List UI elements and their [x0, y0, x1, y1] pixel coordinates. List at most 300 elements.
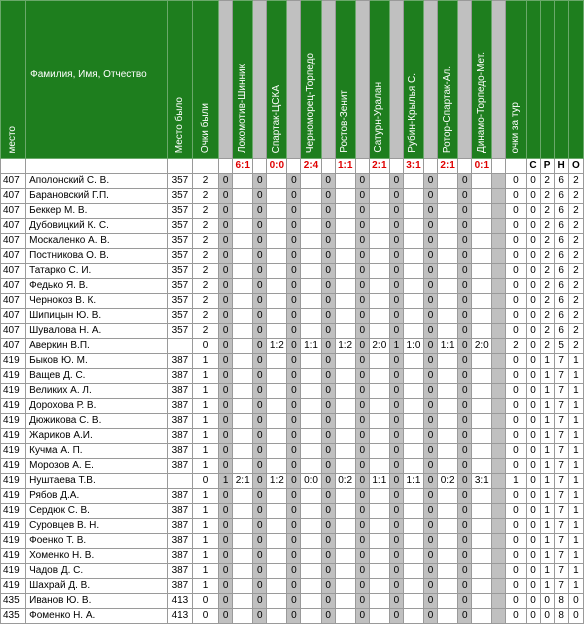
stat-n-cell: 6: [554, 174, 568, 189]
stat-header-o: О: [568, 159, 583, 174]
stat-r-cell: 1: [540, 519, 554, 534]
prediction-cell: [438, 444, 458, 459]
match-points-cell: 0: [287, 174, 301, 189]
prev-place-cell: 387: [167, 549, 192, 564]
table-row: [1, 174, 584, 189]
prediction-cell: [335, 309, 355, 324]
match-points-cell: 0: [424, 429, 438, 444]
header-gray-col: [389, 1, 403, 159]
match-points-cell: 0: [287, 339, 301, 354]
prediction-cell: [335, 534, 355, 549]
name-cell: Москаленко А. В.: [26, 234, 168, 249]
stat-n-cell: 7: [554, 399, 568, 414]
prediction-cell: [335, 249, 355, 264]
place-cell: 419: [1, 444, 26, 459]
match-points-cell: 0: [287, 324, 301, 339]
match-points-cell: 0: [458, 189, 472, 204]
match-points-cell: 0: [321, 459, 335, 474]
stat-n-cell: 7: [554, 579, 568, 594]
prediction-cell: [438, 309, 458, 324]
prediction-cell: [267, 414, 287, 429]
match-points-cell: 0: [287, 294, 301, 309]
prediction-cell: [233, 189, 253, 204]
stat-r-cell: 0: [540, 609, 554, 624]
prediction-cell: [369, 564, 389, 579]
prediction-cell: 3:1: [472, 474, 492, 489]
name-cell: Дюжикова С. В.: [26, 414, 168, 429]
stat-n-cell: 7: [554, 564, 568, 579]
table-row: [1, 219, 584, 234]
stat-n-cell: 7: [554, 519, 568, 534]
prediction-cell: [301, 534, 321, 549]
match-points-cell: 0: [458, 174, 472, 189]
prediction-cell: [335, 609, 355, 624]
prev-place-cell: 357: [167, 249, 192, 264]
place-cell: 419: [1, 489, 26, 504]
prediction-cell: [335, 294, 355, 309]
stat-c-cell: 0: [526, 249, 540, 264]
stat-o-cell: 2: [568, 294, 583, 309]
match-points-cell: 0: [424, 234, 438, 249]
table-row: [1, 339, 584, 354]
table-row: [1, 594, 584, 609]
gray-cell: [492, 294, 506, 309]
stat-c-cell: 0: [526, 234, 540, 249]
prediction-cell: [403, 459, 423, 474]
results-empty: [424, 159, 438, 174]
match-points-cell: 0: [219, 294, 233, 309]
round-points-cell: 0: [506, 429, 526, 444]
match-points-cell: 0: [253, 594, 267, 609]
stat-c-cell: 0: [526, 504, 540, 519]
stat-r-cell: 1: [540, 579, 554, 594]
match-points-cell: 0: [321, 324, 335, 339]
header-match-label: Черноморец-Торпедо: [305, 52, 317, 153]
prev-points-cell: 2: [192, 279, 218, 294]
match-points-cell: 0: [321, 534, 335, 549]
prev-points-cell: 1: [192, 519, 218, 534]
prediction-cell: [233, 564, 253, 579]
prev-points-cell: 1: [192, 534, 218, 549]
prev-points-cell: 1: [192, 579, 218, 594]
prediction-cell: [301, 369, 321, 384]
match-points-cell: 0: [389, 324, 403, 339]
match-points-cell: 0: [253, 459, 267, 474]
prediction-cell: 2:0: [369, 339, 389, 354]
prediction-cell: [403, 279, 423, 294]
prediction-cell: [438, 549, 458, 564]
match-points-cell: 0: [424, 534, 438, 549]
prediction-cell: [438, 219, 458, 234]
name-cell: Чадов Д. С.: [26, 564, 168, 579]
place-cell: 419: [1, 369, 26, 384]
match-points-cell: 0: [321, 384, 335, 399]
stat-c-cell: 0: [526, 354, 540, 369]
prediction-cell: [472, 399, 492, 414]
match-points-cell: 0: [389, 384, 403, 399]
stat-o-cell: 2: [568, 324, 583, 339]
stat-c-cell: 0: [526, 519, 540, 534]
match-points-cell: 0: [424, 324, 438, 339]
prediction-cell: [472, 444, 492, 459]
match-points-cell: 0: [253, 369, 267, 384]
stat-n-cell: 7: [554, 384, 568, 399]
stat-c-cell: 0: [526, 534, 540, 549]
prediction-cell: [438, 534, 458, 549]
prediction-cell: [233, 174, 253, 189]
stat-o-cell: 1: [568, 519, 583, 534]
prediction-cell: [438, 594, 458, 609]
prediction-cell: [301, 519, 321, 534]
match-points-cell: 0: [424, 414, 438, 429]
prediction-cell: [438, 249, 458, 264]
match-points-cell: 0: [355, 429, 369, 444]
match-points-cell: 0: [253, 474, 267, 489]
match-points-cell: 0: [219, 234, 233, 249]
match-points-cell: 0: [389, 414, 403, 429]
prediction-cell: [472, 294, 492, 309]
stat-o-cell: 1: [568, 579, 583, 594]
prediction-cell: [335, 564, 355, 579]
name-cell: Нуштаева Т.В.: [26, 474, 168, 489]
prediction-cell: [369, 204, 389, 219]
stat-o-cell: 1: [568, 444, 583, 459]
prediction-cell: [369, 294, 389, 309]
prediction-cell: [472, 354, 492, 369]
prediction-cell: [301, 594, 321, 609]
prev-points-cell: 1: [192, 414, 218, 429]
stat-c-cell: 0: [526, 594, 540, 609]
match-points-cell: 0: [321, 609, 335, 624]
match-points-cell: 0: [424, 384, 438, 399]
match-points-cell: 0: [219, 384, 233, 399]
stat-r-cell: 2: [540, 264, 554, 279]
stat-r-cell: 1: [540, 399, 554, 414]
match-points-cell: 0: [321, 189, 335, 204]
round-points-cell: 0: [506, 564, 526, 579]
match-points-cell: 0: [321, 294, 335, 309]
stat-o-cell: 1: [568, 549, 583, 564]
prediction-cell: [335, 399, 355, 414]
match-points-cell: 0: [389, 429, 403, 444]
match-points-cell: 0: [321, 369, 335, 384]
stat-o-cell: 0: [568, 594, 583, 609]
gray-cell: [492, 609, 506, 624]
match-points-cell: 0: [355, 459, 369, 474]
match-points-cell: 0: [253, 219, 267, 234]
results-empty: [492, 159, 506, 174]
prediction-cell: [233, 339, 253, 354]
match-points-cell: 0: [253, 204, 267, 219]
gray-cell: [492, 189, 506, 204]
match-result: 6:1: [233, 159, 253, 174]
prediction-cell: [403, 504, 423, 519]
match-points-cell: 0: [458, 249, 472, 264]
prediction-cell: [233, 234, 253, 249]
prediction-cell: [472, 189, 492, 204]
prediction-cell: [335, 354, 355, 369]
stat-c-cell: 0: [526, 564, 540, 579]
match-points-cell: 0: [253, 354, 267, 369]
gray-cell: [492, 444, 506, 459]
stat-c-cell: 0: [526, 609, 540, 624]
prediction-cell: [233, 579, 253, 594]
results-empty: [1, 159, 26, 174]
header-gray-col: [355, 1, 369, 159]
place-cell: 419: [1, 399, 26, 414]
match-points-cell: 0: [355, 579, 369, 594]
prev-points-cell: 2: [192, 264, 218, 279]
prediction-cell: [438, 189, 458, 204]
prediction-cell: [472, 504, 492, 519]
stat-r-cell: 1: [540, 564, 554, 579]
prediction-cell: [438, 459, 458, 474]
match-result: 1:1: [335, 159, 355, 174]
prediction-cell: [403, 414, 423, 429]
prediction-cell: [233, 609, 253, 624]
match-points-cell: 0: [458, 399, 472, 414]
gray-cell: [492, 204, 506, 219]
prediction-cell: [267, 369, 287, 384]
match-points-cell: 0: [389, 294, 403, 309]
prediction-cell: [472, 234, 492, 249]
prediction-cell: [472, 519, 492, 534]
match-points-cell: 0: [321, 339, 335, 354]
prediction-cell: [403, 174, 423, 189]
prediction-cell: [369, 489, 389, 504]
prev-place-cell: 387: [167, 384, 192, 399]
name-cell: Шипицын Ю. В.: [26, 309, 168, 324]
prev-points-cell: 1: [192, 504, 218, 519]
prediction-cell: [438, 174, 458, 189]
prediction-cell: [233, 294, 253, 309]
round-points-cell: 0: [506, 324, 526, 339]
match-points-cell: 0: [287, 219, 301, 234]
place-cell: 419: [1, 579, 26, 594]
match-points-cell: 0: [321, 174, 335, 189]
prev-place-cell: 387: [167, 534, 192, 549]
prediction-cell: [472, 174, 492, 189]
match-points-cell: 0: [321, 279, 335, 294]
match-points-cell: 0: [424, 174, 438, 189]
round-points-cell: 0: [506, 309, 526, 324]
stat-c-cell: 0: [526, 264, 540, 279]
name-cell: Фоменко Н. А.: [26, 609, 168, 624]
stat-c-cell: 0: [526, 414, 540, 429]
prev-points-cell: 2: [192, 324, 218, 339]
stat-c-cell: 0: [526, 204, 540, 219]
prediction-cell: [233, 489, 253, 504]
prediction-cell: [267, 534, 287, 549]
table-row: [1, 399, 584, 414]
table-row: [1, 279, 584, 294]
name-cell: Барановский Г.П.: [26, 189, 168, 204]
stat-c-cell: 0: [526, 339, 540, 354]
match-points-cell: 0: [389, 474, 403, 489]
gray-cell: [492, 234, 506, 249]
header-match-label: Ротор-Спартак-Ал.: [441, 65, 453, 153]
prediction-cell: [369, 234, 389, 249]
prediction-cell: [438, 279, 458, 294]
match-points-cell: 0: [458, 264, 472, 279]
match-points-cell: 0: [219, 219, 233, 234]
match-points-cell: 0: [458, 369, 472, 384]
prev-place-cell: 387: [167, 504, 192, 519]
match-points-cell: 0: [389, 579, 403, 594]
name-cell: Федько Я. В.: [26, 279, 168, 294]
gray-cell: [492, 564, 506, 579]
match-points-cell: 0: [287, 474, 301, 489]
prediction-cell: [335, 189, 355, 204]
prev-points-cell: 1: [192, 399, 218, 414]
prediction-cell: [267, 399, 287, 414]
stat-n-cell: 7: [554, 504, 568, 519]
stat-n-cell: 6: [554, 249, 568, 264]
match-points-cell: 0: [219, 354, 233, 369]
prev-points-cell: 2: [192, 234, 218, 249]
match-points-cell: 0: [355, 414, 369, 429]
round-points-cell: 0: [506, 579, 526, 594]
stat-r-cell: 2: [540, 339, 554, 354]
prediction-cell: [438, 354, 458, 369]
round-points-cell: 0: [506, 534, 526, 549]
prediction-cell: [369, 354, 389, 369]
prev-place-cell: 357: [167, 324, 192, 339]
match-points-cell: 0: [287, 429, 301, 444]
stat-r-cell: 2: [540, 204, 554, 219]
prediction-cell: [403, 399, 423, 414]
match-points-cell: 0: [355, 279, 369, 294]
table-row: [1, 204, 584, 219]
prediction-cell: [267, 279, 287, 294]
prediction-cell: [267, 324, 287, 339]
match-points-cell: 0: [424, 369, 438, 384]
stat-n-cell: 6: [554, 294, 568, 309]
table-row: [1, 384, 584, 399]
round-points-cell: 0: [506, 294, 526, 309]
match-result: 2:4: [301, 159, 321, 174]
match-points-cell: 0: [389, 369, 403, 384]
match-points-cell: 0: [287, 279, 301, 294]
prediction-cell: [369, 609, 389, 624]
round-points-cell: 0: [506, 549, 526, 564]
round-points-cell: 0: [506, 204, 526, 219]
match-points-cell: 0: [389, 504, 403, 519]
prev-place-cell: 357: [167, 204, 192, 219]
header-round-points-label: очки за тур: [509, 101, 521, 153]
header-gray-col: [458, 1, 472, 159]
header-match-label: Спартак-ЦСКА: [270, 84, 282, 153]
match-points-cell: 0: [389, 174, 403, 189]
prediction-cell: [233, 429, 253, 444]
match-points-cell: 0: [424, 204, 438, 219]
stat-c-cell: 0: [526, 474, 540, 489]
name-cell: Беккер М. В.: [26, 204, 168, 219]
match-points-cell: 0: [424, 249, 438, 264]
stat-o-cell: 1: [568, 474, 583, 489]
match-points-cell: 0: [321, 414, 335, 429]
prev-points-cell: 0: [192, 339, 218, 354]
gray-cell: [492, 249, 506, 264]
round-points-cell: 0: [506, 609, 526, 624]
match-points-cell: 0: [321, 429, 335, 444]
match-points-cell: 0: [458, 459, 472, 474]
match-points-cell: 0: [458, 534, 472, 549]
name-cell: Постникова О. В.: [26, 249, 168, 264]
gray-cell: [492, 339, 506, 354]
prev-points-cell: 1: [192, 459, 218, 474]
match-points-cell: 0: [458, 384, 472, 399]
match-points-cell: 0: [321, 564, 335, 579]
stat-r-cell: 2: [540, 234, 554, 249]
prediction-cell: [472, 534, 492, 549]
match-points-cell: 0: [253, 489, 267, 504]
name-cell: Аверкин В.П.: [26, 339, 168, 354]
gray-cell: [492, 264, 506, 279]
stat-c-cell: 0: [526, 489, 540, 504]
name-cell: Чернокоз В. К.: [26, 294, 168, 309]
stat-c-cell: 0: [526, 459, 540, 474]
prev-place-cell: 413: [167, 594, 192, 609]
prediction-cell: [403, 519, 423, 534]
match-points-cell: 0: [219, 369, 233, 384]
match-points-cell: 0: [355, 474, 369, 489]
prediction-cell: [335, 429, 355, 444]
prediction-cell: [403, 579, 423, 594]
prediction-cell: [369, 534, 389, 549]
gray-cell: [492, 429, 506, 444]
prev-place-cell: 357: [167, 234, 192, 249]
prev-points-cell: 2: [192, 204, 218, 219]
prediction-cell: [438, 324, 458, 339]
prev-points-cell: 1: [192, 489, 218, 504]
prediction-cell: [403, 609, 423, 624]
gray-cell: [492, 309, 506, 324]
stat-n-cell: 5: [554, 339, 568, 354]
match-points-cell: 0: [253, 549, 267, 564]
prediction-cell: [403, 189, 423, 204]
prediction-cell: [301, 579, 321, 594]
match-points-cell: 0: [458, 474, 472, 489]
name-cell: Жариков А.И.: [26, 429, 168, 444]
name-cell: Фоенко Т. В.: [26, 534, 168, 549]
prediction-cell: 1:2: [267, 474, 287, 489]
prediction-cell: [472, 609, 492, 624]
prediction-cell: [438, 234, 458, 249]
prediction-cell: [403, 309, 423, 324]
match-points-cell: 0: [355, 249, 369, 264]
prediction-cell: [403, 249, 423, 264]
prediction-cell: [369, 369, 389, 384]
prediction-cell: [301, 444, 321, 459]
prev-points-cell: 2: [192, 174, 218, 189]
match-points-cell: 0: [355, 549, 369, 564]
place-cell: 435: [1, 609, 26, 624]
prediction-cell: [233, 519, 253, 534]
stat-r-cell: 2: [540, 294, 554, 309]
match-points-cell: 0: [287, 369, 301, 384]
prediction-cell: [301, 489, 321, 504]
match-points-cell: 0: [287, 249, 301, 264]
place-cell: 407: [1, 249, 26, 264]
results-row: [1, 159, 584, 174]
prediction-cell: [301, 309, 321, 324]
prediction-cell: [267, 504, 287, 519]
match-points-cell: 0: [424, 579, 438, 594]
prediction-cell: [369, 189, 389, 204]
name-cell: Дорохова Р. В.: [26, 399, 168, 414]
prev-place-cell: [167, 339, 192, 354]
